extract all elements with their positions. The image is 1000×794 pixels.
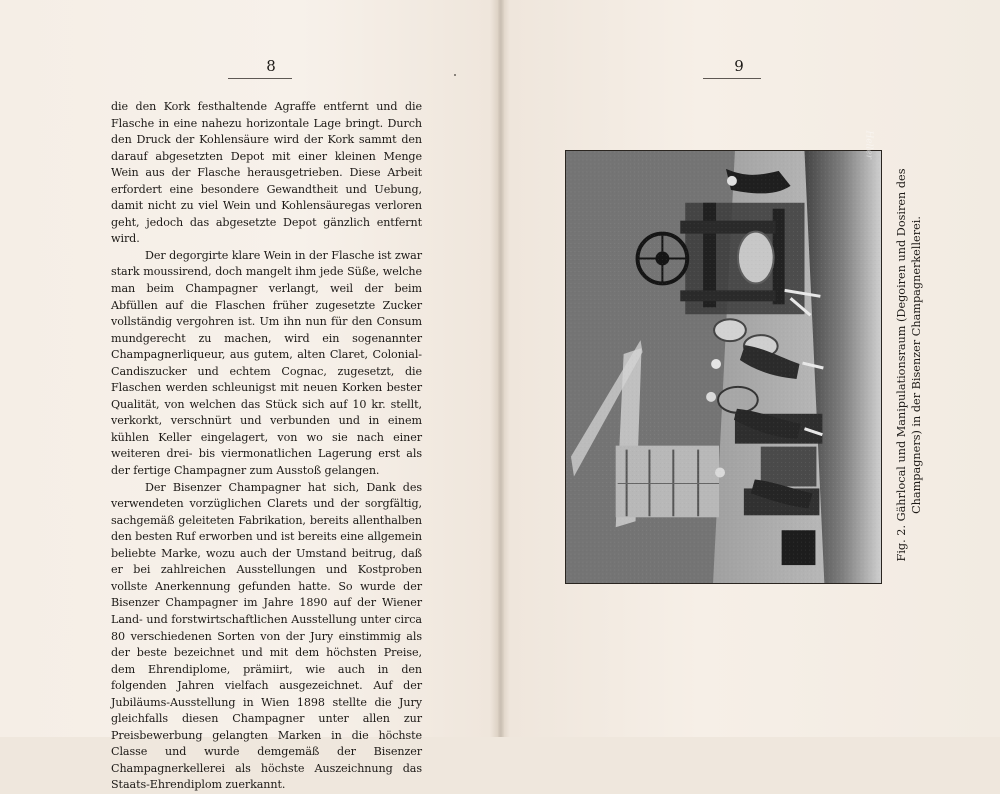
cellar-photograph xyxy=(565,130,882,584)
paragraph-2: Der degorgirte klare Wein in der Flasche ist zwar stark moussirend, doch mangelt ihm jede Süße, welche man beim Champagner verlangt, weil der beim Abfüllen auf die Flaschen früher zugesetzte Zucker vollständig vergohren ist. Um ihn nun für den Consum mundgerecht zu machen, wird ein sogenannter Champagnerliqueur, aus gutem, alten Claret, Colonial-Candiszucker und echtem Cognac, zugesetzt, die Flaschen werden schleunigst mit neuen Korken bester Qualität, von welchen das Stück sich auf 10 kr. stellt, verkorkt, verschnürt und verbunden und in einem kühlen Keller eingelagert, von wo sie nach einer weiteren drei- bis viermonatlichen Lagerung erst als der fertige Champagner zum Ausstoß gelangen. xyxy=(111,248,422,478)
right-page-rule xyxy=(703,78,761,79)
paper-fleck xyxy=(454,74,456,76)
paragraph-3: Der Bisenzer Champagner hat sich, Dank des verwendeten vorzüglichen Clarets und der sorgfältig, sachgemäß geleiteten Fabrikation, bereits allenthalben den besten Ruf erworben und ist bereits eine allgemein beliebte Marke, wozu auch der Umstand beitrug, daß er bei zahlreichen Ausstellungen und Kostproben vollste Anerkennung gefunden hatte. So wurde der Bisenzer Champagner im Jahre 1890 auf der Wiener Land- und forstwirtschaftlichen Ausstellung unter circa 80 verschiedenen Sorten von der Jury einstimmig als der beste bezeichnet und mit dem höchsten Preise, dem Ehrendiplome, prämiirt, wie auch in den folgenden Jahren vielfach ausgezeichnet. Auf der Jubiläums-Ausstellung in Wien 1898 stellte die Jury gleichfalls diesen Champagner unter allen zur Preisbewerbung gelangten Marken in die höchste Classe und wurde demgemäß der Bisenzer Champagnerkellerei als höchste Auszeichnung das Staats-Ehrendiplom zuerkannt. xyxy=(111,480,422,792)
figure-caption-container xyxy=(894,130,923,600)
left-page-number: 8 xyxy=(266,57,276,75)
right-page-number: 9 xyxy=(734,57,744,75)
paragraph-1: die den Kork festhaltende Agraffe entfernt und die Flasche in eine nahezu horizontale Lage bringt. Durch den Druck der Kohlensäure wird der Kork sammt den darauf abgesetzten Depot mit einer kleinen Menge Wein aus der Flasche herausgetrieben. Diese Arbeit erfordert eine besondere Gewandtheit und Uebung, damit nicht zu viel Wein und Kohlensäuregas verloren geht, jedoch das abgesetzte Depot gänzlich entfernt wird. xyxy=(111,100,422,246)
left-page xyxy=(0,0,499,792)
photo-signature: Heller xyxy=(864,130,874,159)
left-page-body-text xyxy=(111,99,422,794)
left-page-rule xyxy=(228,78,292,79)
figure-caption: Fig. 2. Gährlocal und Manipulationsraum (Degoiren und Dosiren des Champagners) in der Bisenzer Champagnerkellerei. xyxy=(895,168,923,562)
right-page xyxy=(501,0,1000,737)
cellar-scene-image xyxy=(566,151,881,583)
